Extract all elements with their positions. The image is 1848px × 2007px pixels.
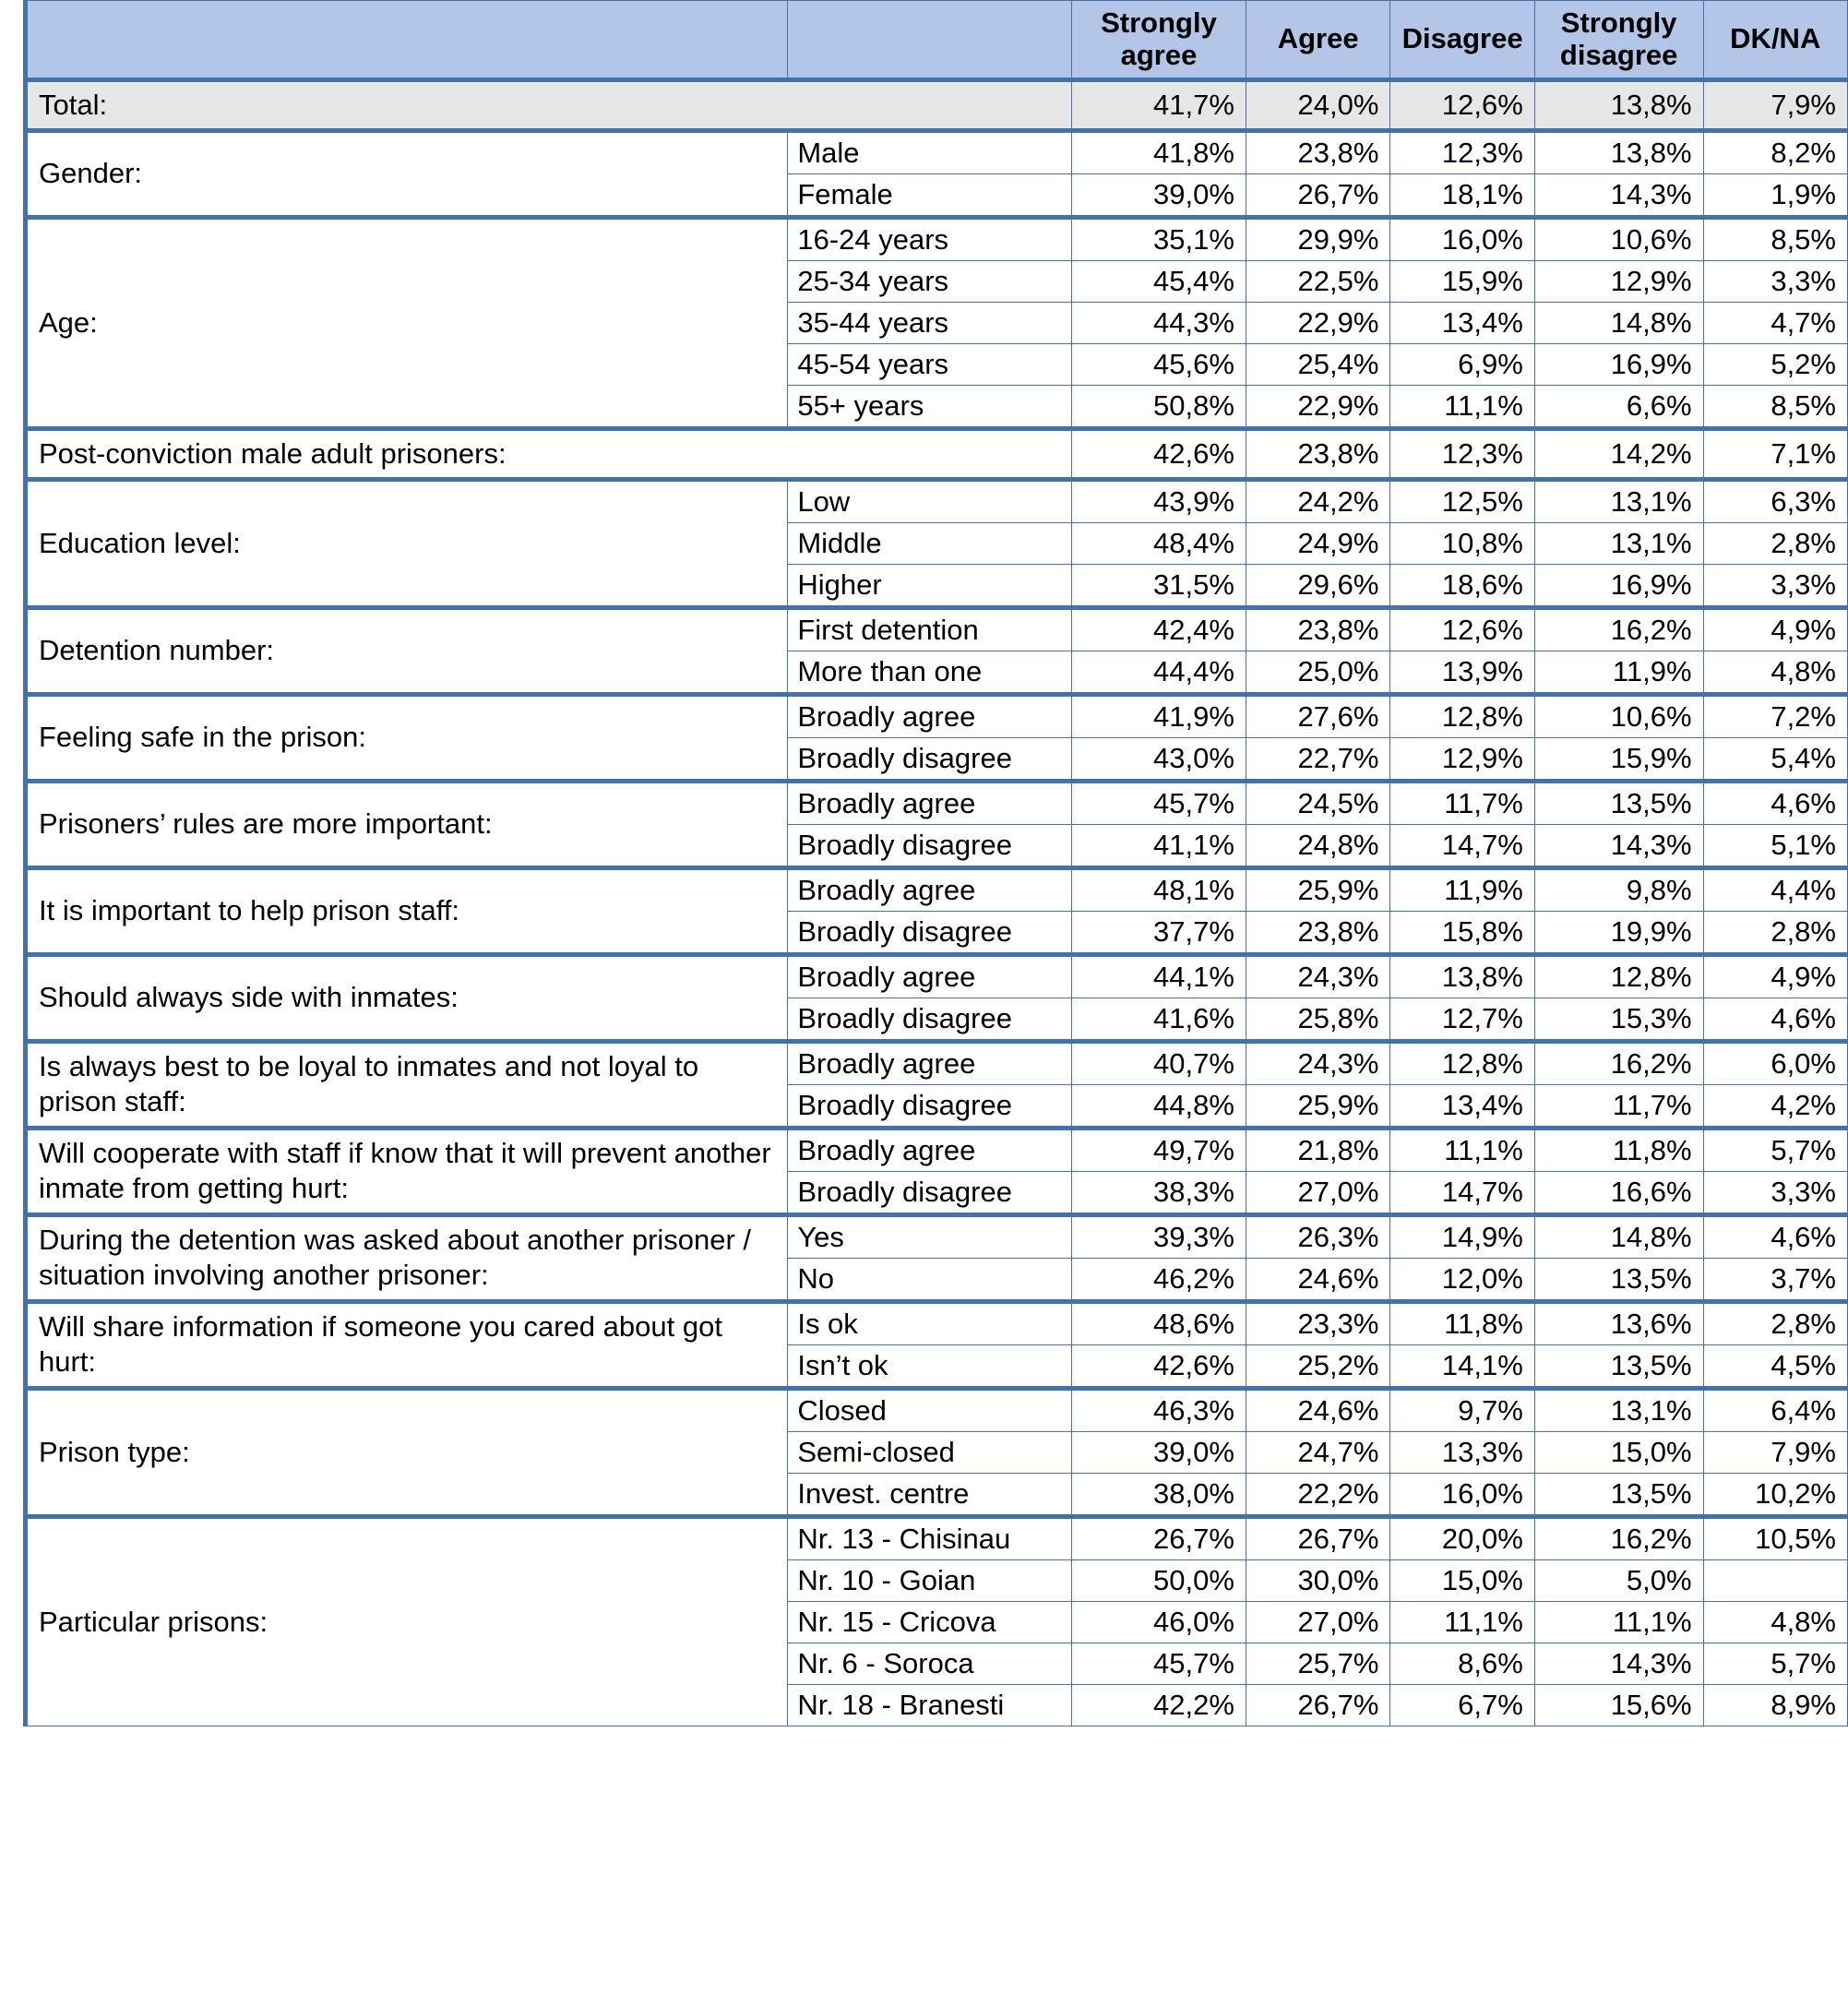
survey-crosstab-table	[23, 0, 1848, 1726]
cell-particular-prisons-4-strongly-disagree: 15,6%	[1534, 1684, 1703, 1726]
cell-gender-0-strongly-disagree: 13,8%	[1534, 130, 1703, 173]
header-dkna: DK/NA	[1703, 1, 1847, 80]
row-sub-age-3: 45-54 years	[788, 343, 1072, 385]
cell-particular-prisons-3-strongly-disagree: 14,3%	[1534, 1643, 1703, 1684]
cell-help-staff-1-agree: 23,8%	[1246, 911, 1389, 954]
row-label-cooperate-with-staff: Will cooperate with staff if know that it will prevent another inmate from getting hurt:	[26, 1128, 788, 1214]
row-label-loyal-to-inmates: Is always best to be loyal to inmates and not loyal to prison staff:	[26, 1041, 788, 1128]
cell-particular-prisons-3-agree: 25,7%	[1246, 1643, 1389, 1684]
cell-loyal-inmates-0-strongly-disagree: 16,2%	[1534, 1041, 1703, 1084]
cell-share-info-0-disagree: 11,8%	[1390, 1301, 1534, 1344]
cell-age-3-strongly-disagree: 16,9%	[1534, 343, 1703, 385]
table-row-prison-type-0	[26, 1388, 1848, 1431]
cell-help-staff-0-dkna: 4,4%	[1703, 867, 1847, 911]
row-sub-education-2: Higher	[788, 564, 1072, 607]
cell-age-0-disagree: 16,0%	[1390, 217, 1534, 260]
header-disagree: Disagree	[1390, 1, 1534, 80]
cell-loyal-inmates-1-disagree: 13,4%	[1390, 1084, 1534, 1128]
table-row-help-staff-0	[26, 867, 1848, 911]
row-sub-age-1: 25-34 years	[788, 260, 1072, 302]
cell-asked-prisoner-1-strongly-disagree: 13,5%	[1534, 1258, 1703, 1301]
cell-gender-1-disagree: 18,1%	[1390, 173, 1534, 217]
header-strongly-agree-line1: Strongly	[1101, 6, 1217, 39]
table-row-side-inmates-0	[26, 954, 1848, 998]
row-sub-particular-prisons-0: Nr. 13 - Chisinau	[788, 1516, 1072, 1559]
cell-gender-0-strongly-agree: 41,8%	[1071, 130, 1246, 173]
cell-education-2-strongly-agree: 31,5%	[1071, 564, 1246, 607]
cell-share-info-0-agree: 23,3%	[1246, 1301, 1389, 1344]
cell-education-2-dkna: 3,3%	[1703, 564, 1847, 607]
cell-age-0-strongly-disagree: 10,6%	[1534, 217, 1703, 260]
cell-help-staff-1-strongly-agree: 37,7%	[1071, 911, 1246, 954]
cell-detention-1-disagree: 13,9%	[1390, 651, 1534, 694]
cell-total-disagree: 12,6%	[1390, 80, 1534, 131]
cell-share-info-1-strongly-disagree: 13,5%	[1534, 1344, 1703, 1388]
cell-particular-prisons-1-disagree: 15,0%	[1390, 1559, 1534, 1601]
cell-age-1-agree: 22,5%	[1246, 260, 1389, 302]
cell-gender-0-dkna: 8,2%	[1703, 130, 1847, 173]
cell-cooperate-staff-0-disagree: 11,1%	[1390, 1128, 1534, 1171]
cell-cooperate-staff-0-strongly-disagree: 11,8%	[1534, 1128, 1703, 1171]
cell-post-conviction-strongly-disagree: 14,2%	[1534, 428, 1703, 479]
cell-feeling-safe-0-strongly-agree: 41,9%	[1071, 694, 1246, 737]
cell-feeling-safe-1-strongly-disagree: 15,9%	[1534, 737, 1703, 781]
row-label-asked-about-prisoner: During the detention was asked about another prisoner / situation involving another prisoner:	[26, 1214, 788, 1301]
cell-loyal-inmates-1-strongly-disagree: 11,7%	[1534, 1084, 1703, 1128]
cell-loyal-inmates-1-strongly-agree: 44,8%	[1071, 1084, 1246, 1128]
table-row-age-0	[26, 217, 1848, 260]
cell-detention-1-strongly-agree: 44,4%	[1071, 651, 1246, 694]
row-label-share-information: Will share information if someone you cared about got hurt:	[26, 1301, 788, 1388]
cell-particular-prisons-3-disagree: 8,6%	[1390, 1643, 1534, 1684]
row-sub-age-2: 35-44 years	[788, 302, 1072, 343]
cell-asked-prisoner-0-agree: 26,3%	[1246, 1214, 1389, 1258]
row-sub-prisoners-rules-0: Broadly agree	[788, 781, 1072, 824]
cell-prisoners-rules-1-disagree: 14,7%	[1390, 824, 1534, 867]
cell-particular-prisons-2-disagree: 11,1%	[1390, 1601, 1534, 1643]
cell-side-inmates-0-strongly-disagree: 12,8%	[1534, 954, 1703, 998]
row-label-help-prison-staff: It is important to help prison staff:	[26, 867, 788, 954]
cell-gender-0-agree: 23,8%	[1246, 130, 1389, 173]
cell-feeling-safe-1-dkna: 5,4%	[1703, 737, 1847, 781]
cell-share-info-1-dkna: 4,5%	[1703, 1344, 1847, 1388]
cell-age-3-disagree: 6,9%	[1390, 343, 1534, 385]
header-category	[26, 1, 788, 80]
cell-side-inmates-0-dkna: 4,9%	[1703, 954, 1847, 998]
cell-age-2-strongly-disagree: 14,8%	[1534, 302, 1703, 343]
cell-age-1-dkna: 3,3%	[1703, 260, 1847, 302]
cell-share-info-0-dkna: 2,8%	[1703, 1301, 1847, 1344]
table-row-share-info-0	[26, 1301, 1848, 1344]
cell-cooperate-staff-0-dkna: 5,7%	[1703, 1128, 1847, 1171]
cell-asked-prisoner-0-disagree: 14,9%	[1390, 1214, 1534, 1258]
cell-particular-prisons-4-disagree: 6,7%	[1390, 1684, 1534, 1726]
row-sub-particular-prisons-1: Nr. 10 - Goian	[788, 1559, 1072, 1601]
cell-particular-prisons-1-strongly-disagree: 5,0%	[1534, 1559, 1703, 1601]
cell-prisoners-rules-1-agree: 24,8%	[1246, 824, 1389, 867]
cell-share-info-1-strongly-agree: 42,6%	[1071, 1344, 1246, 1388]
row-sub-side-inmates-1: Broadly disagree	[788, 998, 1072, 1041]
cell-particular-prisons-0-strongly-disagree: 16,2%	[1534, 1516, 1703, 1559]
cell-particular-prisons-4-agree: 26,7%	[1246, 1684, 1389, 1726]
row-sub-asked-prisoner-0: Yes	[788, 1214, 1072, 1258]
cell-help-staff-0-disagree: 11,9%	[1390, 867, 1534, 911]
cell-share-info-0-strongly-agree: 48,6%	[1071, 1301, 1246, 1344]
cell-particular-prisons-0-disagree: 20,0%	[1390, 1516, 1534, 1559]
cell-detention-0-disagree: 12,6%	[1390, 607, 1534, 651]
cell-education-1-dkna: 2,8%	[1703, 522, 1847, 564]
row-sub-prisoners-rules-1: Broadly disagree	[788, 824, 1072, 867]
cell-total-dkna: 7,9%	[1703, 80, 1847, 131]
cell-education-1-agree: 24,9%	[1246, 522, 1389, 564]
table-row-asked-prisoner-0	[26, 1214, 1848, 1258]
cell-cooperate-staff-1-dkna: 3,3%	[1703, 1171, 1847, 1214]
cell-prison-type-0-strongly-agree: 46,3%	[1071, 1388, 1246, 1431]
cell-post-conviction-strongly-agree: 42,6%	[1071, 428, 1246, 479]
cell-education-1-strongly-disagree: 13,1%	[1534, 522, 1703, 564]
cell-detention-0-strongly-agree: 42,4%	[1071, 607, 1246, 651]
cell-side-inmates-1-dkna: 4,6%	[1703, 998, 1847, 1041]
cell-side-inmates-1-strongly-disagree: 15,3%	[1534, 998, 1703, 1041]
cell-particular-prisons-2-dkna: 4,8%	[1703, 1601, 1847, 1643]
cell-feeling-safe-1-agree: 22,7%	[1246, 737, 1389, 781]
row-sub-education-1: Middle	[788, 522, 1072, 564]
cell-prisoners-rules-1-strongly-agree: 41,1%	[1071, 824, 1246, 867]
row-sub-asked-prisoner-1: No	[788, 1258, 1072, 1301]
cell-asked-prisoner-0-strongly-agree: 39,3%	[1071, 1214, 1246, 1258]
cell-help-staff-1-dkna: 2,8%	[1703, 911, 1847, 954]
cell-asked-prisoner-0-strongly-disagree: 14,8%	[1534, 1214, 1703, 1258]
cell-total-strongly-agree: 41,7%	[1071, 80, 1246, 131]
cell-prisoners-rules-0-dkna: 4,6%	[1703, 781, 1847, 824]
cell-feeling-safe-0-disagree: 12,8%	[1390, 694, 1534, 737]
table-row-cooperate-staff-0	[26, 1128, 1848, 1171]
cell-particular-prisons-1-dkna	[1703, 1559, 1847, 1601]
header-subcategory	[788, 1, 1072, 80]
table-row-particular-prisons-0	[26, 1516, 1848, 1559]
header-strongly-disagree-line1: Strongly	[1560, 6, 1677, 39]
cell-education-1-strongly-agree: 48,4%	[1071, 522, 1246, 564]
row-label-education: Education level:	[26, 479, 788, 607]
cell-age-3-strongly-agree: 45,6%	[1071, 343, 1246, 385]
row-sub-prison-type-1: Semi-closed	[788, 1431, 1072, 1473]
row-sub-help-staff-1: Broadly disagree	[788, 911, 1072, 954]
row-sub-particular-prisons-3: Nr. 6 - Soroca	[788, 1643, 1072, 1684]
cell-age-4-strongly-agree: 50,8%	[1071, 385, 1246, 428]
row-sub-feeling-safe-0: Broadly agree	[788, 694, 1072, 737]
row-label-prisoners-rules: Prisoners’ rules are more important:	[26, 781, 788, 867]
cell-age-2-agree: 22,9%	[1246, 302, 1389, 343]
cell-particular-prisons-1-agree: 30,0%	[1246, 1559, 1389, 1601]
row-sub-age-0: 16-24 years	[788, 217, 1072, 260]
cell-detention-1-dkna: 4,8%	[1703, 651, 1847, 694]
cell-prison-type-1-dkna: 7,9%	[1703, 1431, 1847, 1473]
cell-particular-prisons-0-strongly-agree: 26,7%	[1071, 1516, 1246, 1559]
header-strongly-disagree	[1534, 1, 1703, 80]
cell-asked-prisoner-1-agree: 24,6%	[1246, 1258, 1389, 1301]
row-sub-age-4: 55+ years	[788, 385, 1072, 428]
cell-education-1-disagree: 10,8%	[1390, 522, 1534, 564]
cell-particular-prisons-3-dkna: 5,7%	[1703, 1643, 1847, 1684]
row-sub-feeling-safe-1: Broadly disagree	[788, 737, 1072, 781]
cell-age-0-dkna: 8,5%	[1703, 217, 1847, 260]
cell-total-agree: 24,0%	[1246, 80, 1389, 131]
row-sub-help-staff-0: Broadly agree	[788, 867, 1072, 911]
cell-share-info-1-disagree: 14,1%	[1390, 1344, 1534, 1388]
cell-prisoners-rules-1-strongly-disagree: 14,3%	[1534, 824, 1703, 867]
cell-particular-prisons-1-strongly-agree: 50,0%	[1071, 1559, 1246, 1601]
cell-education-2-agree: 29,6%	[1246, 564, 1389, 607]
cell-feeling-safe-0-agree: 27,6%	[1246, 694, 1389, 737]
cell-education-2-disagree: 18,6%	[1390, 564, 1534, 607]
table-header-row	[26, 1, 1848, 80]
row-sub-detention-1: More than one	[788, 651, 1072, 694]
cell-particular-prisons-4-strongly-agree: 42,2%	[1071, 1684, 1246, 1726]
cell-education-0-strongly-disagree: 13,1%	[1534, 479, 1703, 522]
cell-share-info-0-strongly-disagree: 13,6%	[1534, 1301, 1703, 1344]
table-row-post-conviction	[26, 428, 1848, 479]
cell-help-staff-0-strongly-disagree: 9,8%	[1534, 867, 1703, 911]
cell-help-staff-1-strongly-disagree: 19,9%	[1534, 911, 1703, 954]
table-row-total	[26, 80, 1848, 131]
cell-help-staff-0-strongly-agree: 48,1%	[1071, 867, 1246, 911]
row-sub-cooperate-staff-1: Broadly disagree	[788, 1171, 1072, 1214]
cell-particular-prisons-0-dkna: 10,5%	[1703, 1516, 1847, 1559]
cell-prison-type-0-dkna: 6,4%	[1703, 1388, 1847, 1431]
row-label-detention-number: Detention number:	[26, 607, 788, 694]
cell-age-1-strongly-agree: 45,4%	[1071, 260, 1246, 302]
cell-help-staff-0-agree: 25,9%	[1246, 867, 1389, 911]
row-sub-loyal-inmates-0: Broadly agree	[788, 1041, 1072, 1084]
cell-detention-1-strongly-disagree: 11,9%	[1534, 651, 1703, 694]
cell-age-1-disagree: 15,9%	[1390, 260, 1534, 302]
cell-age-0-strongly-agree: 35,1%	[1071, 217, 1246, 260]
cell-prisoners-rules-0-disagree: 11,7%	[1390, 781, 1534, 824]
cell-age-4-agree: 22,9%	[1246, 385, 1389, 428]
cell-total-strongly-disagree: 13,8%	[1534, 80, 1703, 131]
cell-age-4-dkna: 8,5%	[1703, 385, 1847, 428]
row-sub-prison-type-0: Closed	[788, 1388, 1072, 1431]
cell-prison-type-0-agree: 24,6%	[1246, 1388, 1389, 1431]
cell-particular-prisons-2-agree: 27,0%	[1246, 1601, 1389, 1643]
row-label-total: Total:	[26, 80, 1072, 131]
table-row-detention-0	[26, 607, 1848, 651]
cell-age-3-dkna: 5,2%	[1703, 343, 1847, 385]
cell-age-1-strongly-disagree: 12,9%	[1534, 260, 1703, 302]
cell-cooperate-staff-0-strongly-agree: 49,7%	[1071, 1128, 1246, 1171]
cell-loyal-inmates-1-dkna: 4,2%	[1703, 1084, 1847, 1128]
cell-prisoners-rules-0-strongly-disagree: 13,5%	[1534, 781, 1703, 824]
cell-gender-1-strongly-agree: 39,0%	[1071, 173, 1246, 217]
row-sub-loyal-inmates-1: Broadly disagree	[788, 1084, 1072, 1128]
cell-prison-type-1-disagree: 13,3%	[1390, 1431, 1534, 1473]
cell-education-0-dkna: 6,3%	[1703, 479, 1847, 522]
cell-loyal-inmates-0-dkna: 6,0%	[1703, 1041, 1847, 1084]
row-sub-prison-type-2: Invest. centre	[788, 1473, 1072, 1516]
cell-loyal-inmates-0-disagree: 12,8%	[1390, 1041, 1534, 1084]
cell-feeling-safe-1-disagree: 12,9%	[1390, 737, 1534, 781]
cell-side-inmates-1-agree: 25,8%	[1246, 998, 1389, 1041]
cell-gender-0-disagree: 12,3%	[1390, 130, 1534, 173]
cell-age-2-disagree: 13,4%	[1390, 302, 1534, 343]
cell-help-staff-1-disagree: 15,8%	[1390, 911, 1534, 954]
table-row-prisoners-rules-0	[26, 781, 1848, 824]
cell-prison-type-2-disagree: 16,0%	[1390, 1473, 1534, 1516]
cell-gender-1-strongly-disagree: 14,3%	[1534, 173, 1703, 217]
header-strongly-agree	[1071, 1, 1246, 80]
row-label-feeling-safe: Feeling safe in the prison:	[26, 694, 788, 781]
cell-age-2-dkna: 4,7%	[1703, 302, 1847, 343]
cell-post-conviction-agree: 23,8%	[1246, 428, 1389, 479]
cell-prison-type-1-strongly-agree: 39,0%	[1071, 1431, 1246, 1473]
cell-particular-prisons-3-strongly-agree: 45,7%	[1071, 1643, 1246, 1684]
cell-loyal-inmates-0-strongly-agree: 40,7%	[1071, 1041, 1246, 1084]
cell-gender-1-agree: 26,7%	[1246, 173, 1389, 217]
cell-education-0-disagree: 12,5%	[1390, 479, 1534, 522]
row-label-side-with-inmates: Should always side with inmates:	[26, 954, 788, 1041]
cell-cooperate-staff-1-strongly-disagree: 16,6%	[1534, 1171, 1703, 1214]
row-label-gender: Gender:	[26, 130, 788, 217]
row-sub-cooperate-staff-0: Broadly agree	[788, 1128, 1072, 1171]
cell-particular-prisons-2-strongly-agree: 46,0%	[1071, 1601, 1246, 1643]
row-sub-share-info-1: Isn’t ok	[788, 1344, 1072, 1388]
table-row-feeling-safe-0	[26, 694, 1848, 737]
cell-cooperate-staff-0-agree: 21,8%	[1246, 1128, 1389, 1171]
cell-education-0-strongly-agree: 43,9%	[1071, 479, 1246, 522]
row-sub-particular-prisons-4: Nr. 18 - Branesti	[788, 1684, 1072, 1726]
cell-age-4-strongly-disagree: 6,6%	[1534, 385, 1703, 428]
cell-education-2-strongly-disagree: 16,9%	[1534, 564, 1703, 607]
cell-prisoners-rules-1-dkna: 5,1%	[1703, 824, 1847, 867]
cell-prison-type-1-strongly-disagree: 15,0%	[1534, 1431, 1703, 1473]
cell-prison-type-2-agree: 22,2%	[1246, 1473, 1389, 1516]
cell-feeling-safe-0-dkna: 7,2%	[1703, 694, 1847, 737]
cell-prison-type-1-agree: 24,7%	[1246, 1431, 1389, 1473]
cell-detention-0-dkna: 4,9%	[1703, 607, 1847, 651]
cell-feeling-safe-1-strongly-agree: 43,0%	[1071, 737, 1246, 781]
cell-cooperate-staff-1-agree: 27,0%	[1246, 1171, 1389, 1214]
cell-asked-prisoner-1-strongly-agree: 46,2%	[1071, 1258, 1246, 1301]
cell-side-inmates-0-disagree: 13,8%	[1390, 954, 1534, 998]
header-strongly-disagree-line2: disagree	[1559, 38, 1678, 71]
row-sub-side-inmates-0: Broadly agree	[788, 954, 1072, 998]
cell-age-3-agree: 25,4%	[1246, 343, 1389, 385]
cell-detention-0-agree: 23,8%	[1246, 607, 1389, 651]
cell-particular-prisons-0-agree: 26,7%	[1246, 1516, 1389, 1559]
cell-age-2-strongly-agree: 44,3%	[1071, 302, 1246, 343]
cell-post-conviction-disagree: 12,3%	[1390, 428, 1534, 479]
cell-detention-0-strongly-disagree: 16,2%	[1534, 607, 1703, 651]
row-sub-gender-0: Male	[788, 130, 1072, 173]
cell-age-4-disagree: 11,1%	[1390, 385, 1534, 428]
cell-asked-prisoner-1-dkna: 3,7%	[1703, 1258, 1847, 1301]
cell-age-0-agree: 29,9%	[1246, 217, 1389, 260]
cell-prison-type-0-disagree: 9,7%	[1390, 1388, 1534, 1431]
cell-side-inmates-0-agree: 24,3%	[1246, 954, 1389, 998]
cell-asked-prisoner-1-disagree: 12,0%	[1390, 1258, 1534, 1301]
row-label-age: Age:	[26, 217, 788, 428]
cell-feeling-safe-0-strongly-disagree: 10,6%	[1534, 694, 1703, 737]
table-row-gender-male	[26, 130, 1848, 173]
cell-detention-1-agree: 25,0%	[1246, 651, 1389, 694]
cell-side-inmates-0-strongly-agree: 44,1%	[1071, 954, 1246, 998]
cell-prison-type-2-strongly-disagree: 13,5%	[1534, 1473, 1703, 1516]
row-label-post-conviction: Post-conviction male adult prisoners:	[26, 428, 1072, 479]
cell-asked-prisoner-0-dkna: 4,6%	[1703, 1214, 1847, 1258]
cell-prison-type-2-strongly-agree: 38,0%	[1071, 1473, 1246, 1516]
row-label-prison-type: Prison type:	[26, 1388, 788, 1516]
cell-prisoners-rules-0-strongly-agree: 45,7%	[1071, 781, 1246, 824]
cell-side-inmates-1-strongly-agree: 41,6%	[1071, 998, 1246, 1041]
cell-prison-type-0-strongly-disagree: 13,1%	[1534, 1388, 1703, 1431]
cell-share-info-1-agree: 25,2%	[1246, 1344, 1389, 1388]
table-row-education-0	[26, 479, 1848, 522]
header-agree: Agree	[1246, 1, 1389, 80]
cell-loyal-inmates-1-agree: 25,9%	[1246, 1084, 1389, 1128]
cell-cooperate-staff-1-disagree: 14,7%	[1390, 1171, 1534, 1214]
header-strongly-agree-line2: agree	[1120, 38, 1198, 71]
table-row-loyal-inmates-0	[26, 1041, 1848, 1084]
cell-post-conviction-dkna: 7,1%	[1703, 428, 1847, 479]
cell-prison-type-2-dkna: 10,2%	[1703, 1473, 1847, 1516]
row-sub-gender-1: Female	[788, 173, 1072, 217]
row-sub-particular-prisons-2: Nr. 15 - Cricova	[788, 1601, 1072, 1643]
cell-prisoners-rules-0-agree: 24,5%	[1246, 781, 1389, 824]
row-sub-share-info-0: Is ok	[788, 1301, 1072, 1344]
cell-side-inmates-1-disagree: 12,7%	[1390, 998, 1534, 1041]
cell-cooperate-staff-1-strongly-agree: 38,3%	[1071, 1171, 1246, 1214]
cell-education-0-agree: 24,2%	[1246, 479, 1389, 522]
row-sub-education-0: Low	[788, 479, 1072, 522]
row-sub-detention-0: First detention	[788, 607, 1072, 651]
cell-particular-prisons-4-dkna: 8,9%	[1703, 1684, 1847, 1726]
row-label-particular-prisons: Particular prisons:	[26, 1516, 788, 1726]
cell-gender-1-dkna: 1,9%	[1703, 173, 1847, 217]
cell-loyal-inmates-0-agree: 24,3%	[1246, 1041, 1389, 1084]
cell-particular-prisons-2-strongly-disagree: 11,1%	[1534, 1601, 1703, 1643]
